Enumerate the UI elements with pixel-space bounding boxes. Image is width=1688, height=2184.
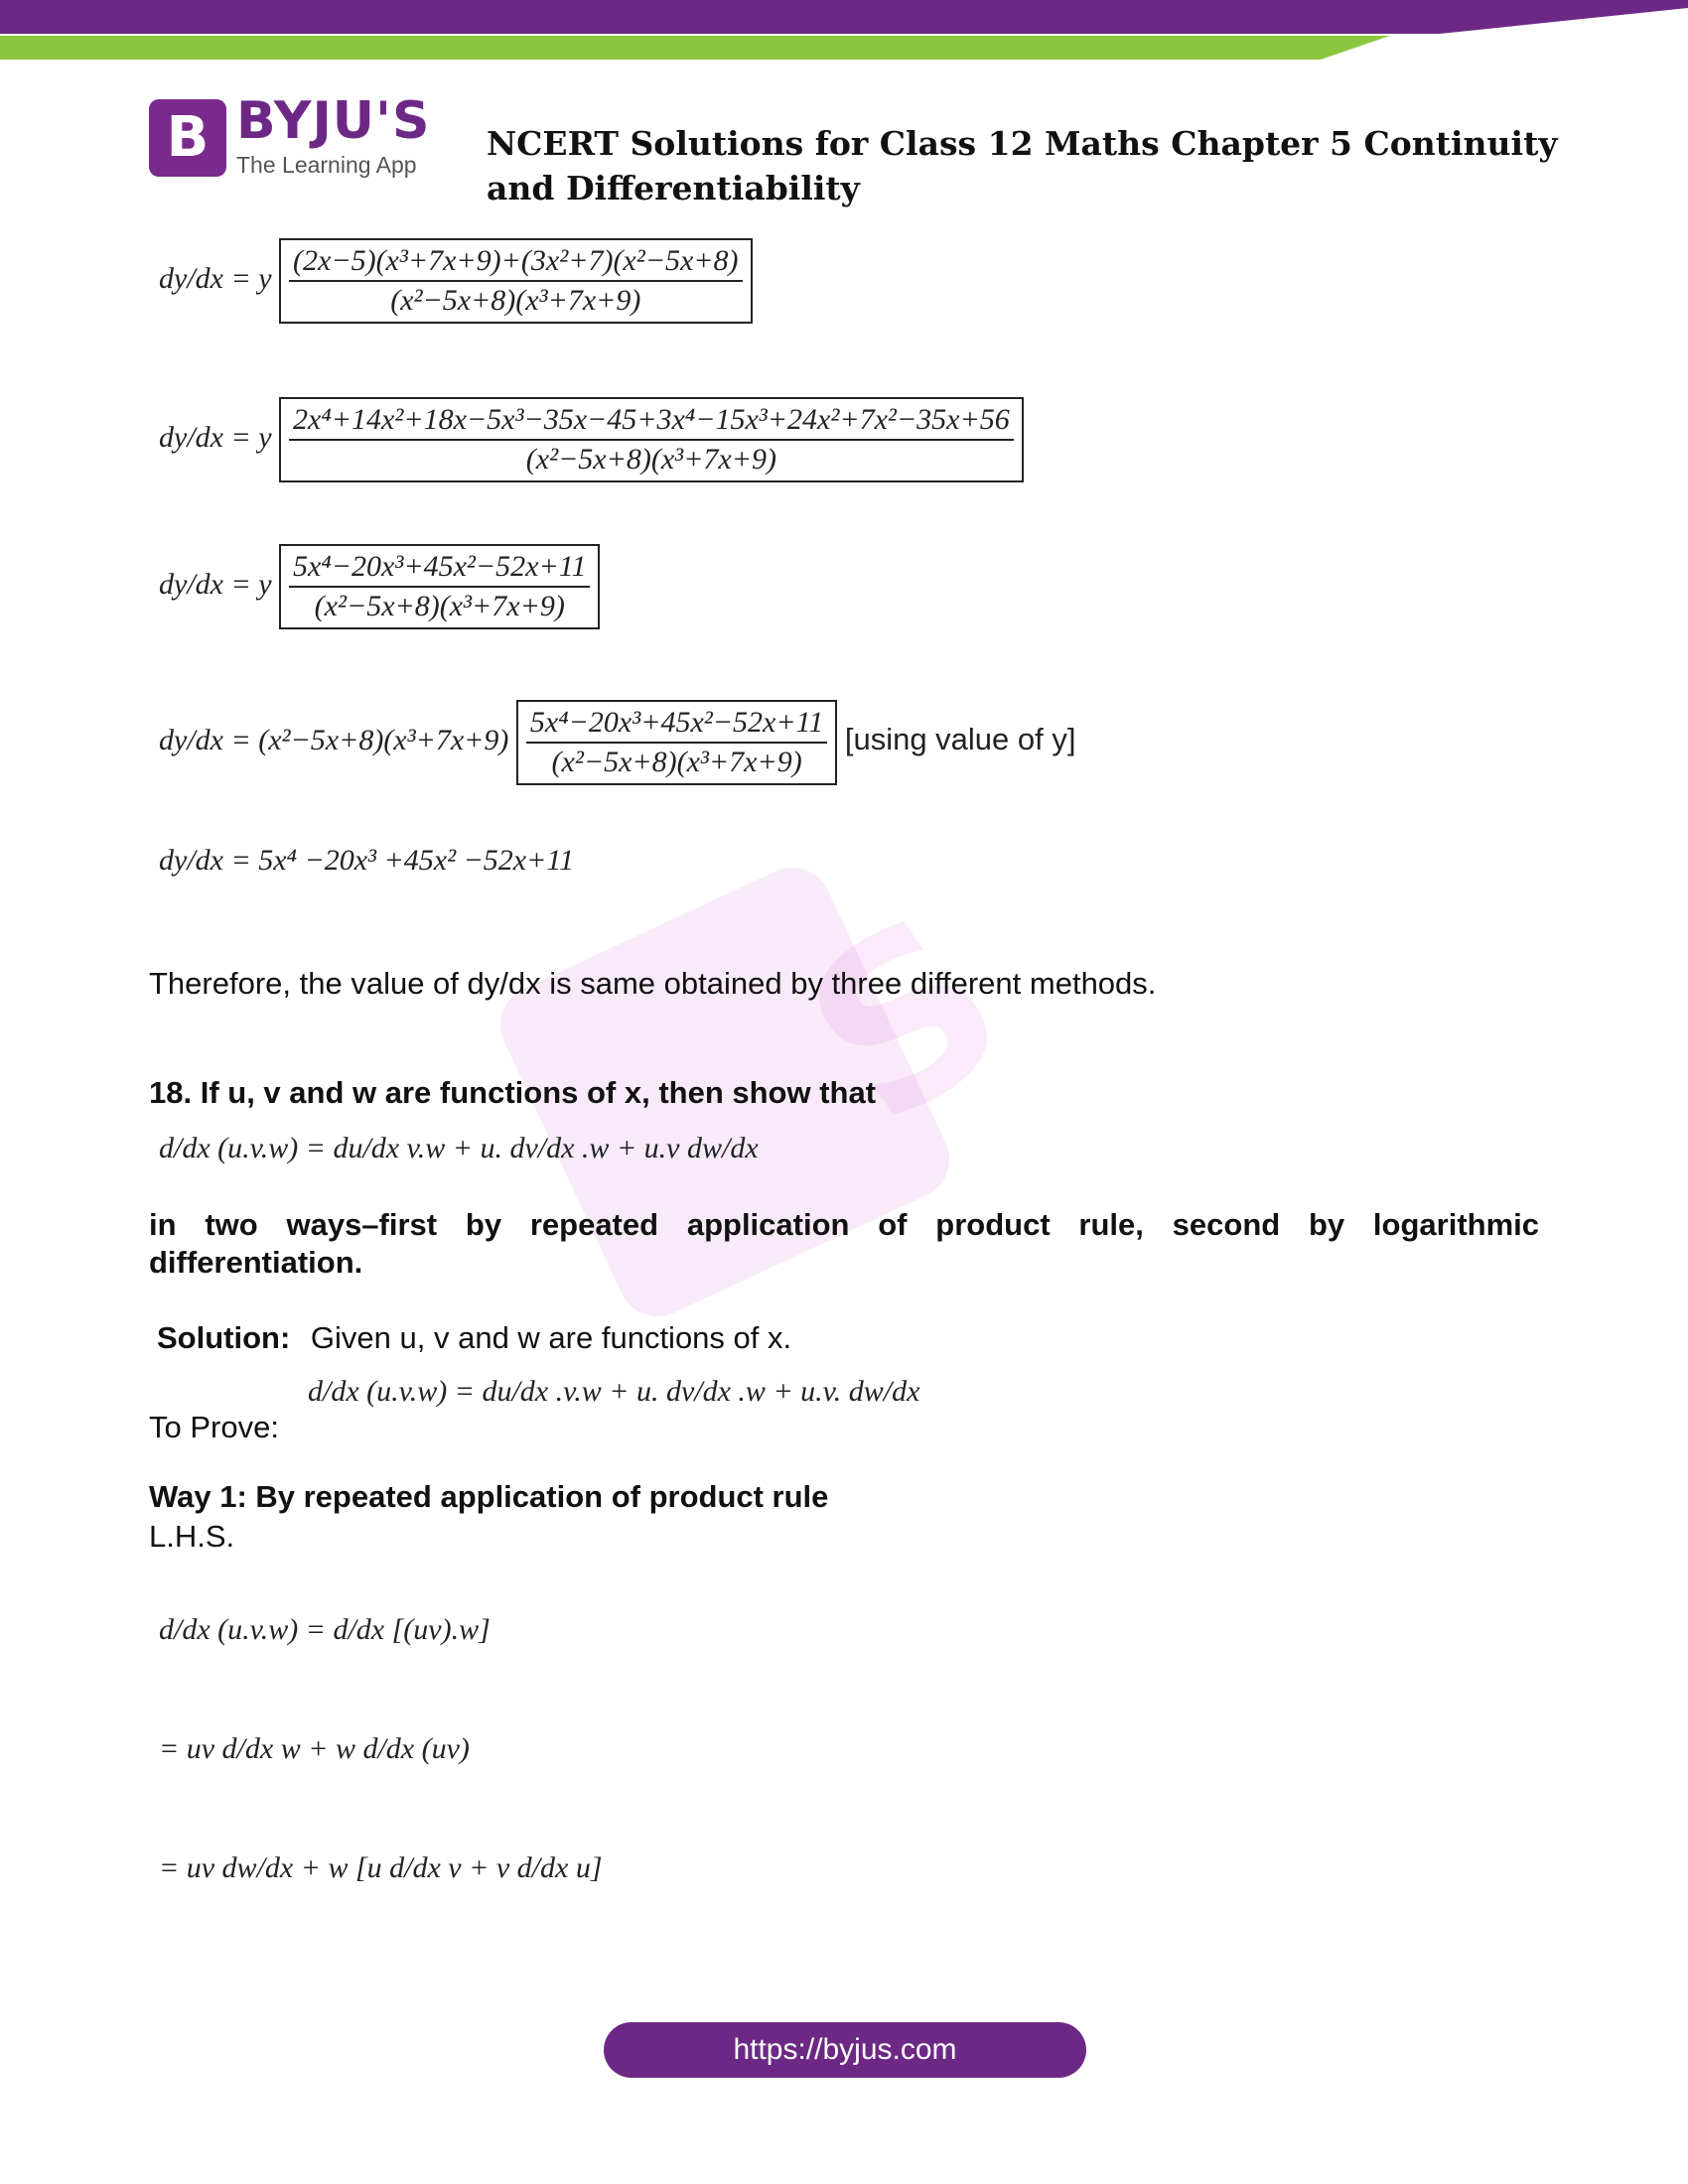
conclusion-text: Therefore, the value of dy/dx is same obtained by three different methods. (149, 966, 1157, 1001)
using-value-note: [using value of y] (844, 721, 1076, 756)
equation-4-denominator: (x²−5x+8)(x³+7x+9) (526, 742, 827, 779)
equation-3 (159, 544, 600, 629)
to-prove-equation: d/dx (u.v.w) = du/dx .v.w + u. dv/dx .w + u.v. dw/dx (308, 1375, 920, 1408)
equation-2 (159, 397, 1024, 482)
equation-1-lhs: dy/dx = y (159, 261, 272, 295)
lhs-label: L.H.S. (149, 1519, 235, 1554)
equation-2-lhs: dy/dx = y (159, 420, 272, 454)
step-1-equation: d/dx (u.v.w) = d/dx [(uv).w] (159, 1613, 491, 1646)
brand-name: BYJU'S (236, 91, 431, 151)
equation-5 (159, 844, 574, 878)
question-18-continuation: in two ways–first by repeated application of product rule, second by logarithmic differentiation. (149, 1207, 1539, 1280)
equation-3-numerator: 5x⁴−20x³+45x²−52x+11 (293, 550, 587, 583)
equation-1-denominator: (x²−5x+8)(x³+7x+9) (289, 280, 743, 318)
equation-2-numerator: 2x⁴+14x²+18x−5x³−35x−45+3x⁴−15x³+24x²+7x²−35x+56 (293, 403, 1010, 436)
equation-5-rhs: = 5x⁴ −20x³ +45x² −52x+11 (230, 844, 575, 877)
question-18-heading: 18. If u, v and w are functions of x, then show that (149, 1075, 877, 1110)
equation-3-lhs: dy/dx = y (159, 567, 272, 601)
question-18-equation: d/dx (u.v.w) = du/dx v.w + u. dv/dx .w + u.v dw/dx (159, 1132, 759, 1164)
equation-1 (159, 238, 753, 324)
svg-text:S: S (763, 865, 1051, 1177)
solution-line (157, 1320, 791, 1356)
equation-2-denominator: (x²−5x+8)(x³+7x+9) (289, 439, 1014, 477)
solution-text: Given u, v and w are functions of x. (310, 1320, 792, 1355)
equation-4 (159, 700, 1075, 785)
brand-tagline: The Learning App (236, 152, 417, 178)
equation-4-lhs: dy/dx = (x²−5x+8)(x³+7x+9) (159, 723, 509, 756)
way-1-heading: Way 1: By repeated application of product rule (149, 1479, 829, 1514)
solution-label: Solution: (157, 1320, 291, 1355)
footer-url-link[interactable]: https://byjus.com (733, 2033, 957, 2066)
step-2-equation: = uv d/dx w + w d/dx (uv) (159, 1732, 470, 1765)
step-3-equation: = uv dw/dx + w [u d/dx v + v d/dx u] (159, 1851, 603, 1884)
equation-1-numerator: (2x−5)(x³+7x+9)+(3x²+7)(x²−5x+8) (293, 244, 739, 277)
logo-letter: B (166, 105, 210, 170)
page-title: NCERT Solutions for Class 12 Maths Chapter 5 Continuity and Differentiability (487, 124, 1558, 207)
to-prove-label: To Prove: (149, 1410, 279, 1444)
equation-4-numerator: 5x⁴−20x³+45x²−52x+11 (529, 706, 824, 739)
equation-5-lhs: dy/dx (159, 844, 223, 877)
top-color-bar (0, 0, 1688, 60)
equation-3-denominator: (x²−5x+8)(x³+7x+9) (289, 586, 590, 623)
